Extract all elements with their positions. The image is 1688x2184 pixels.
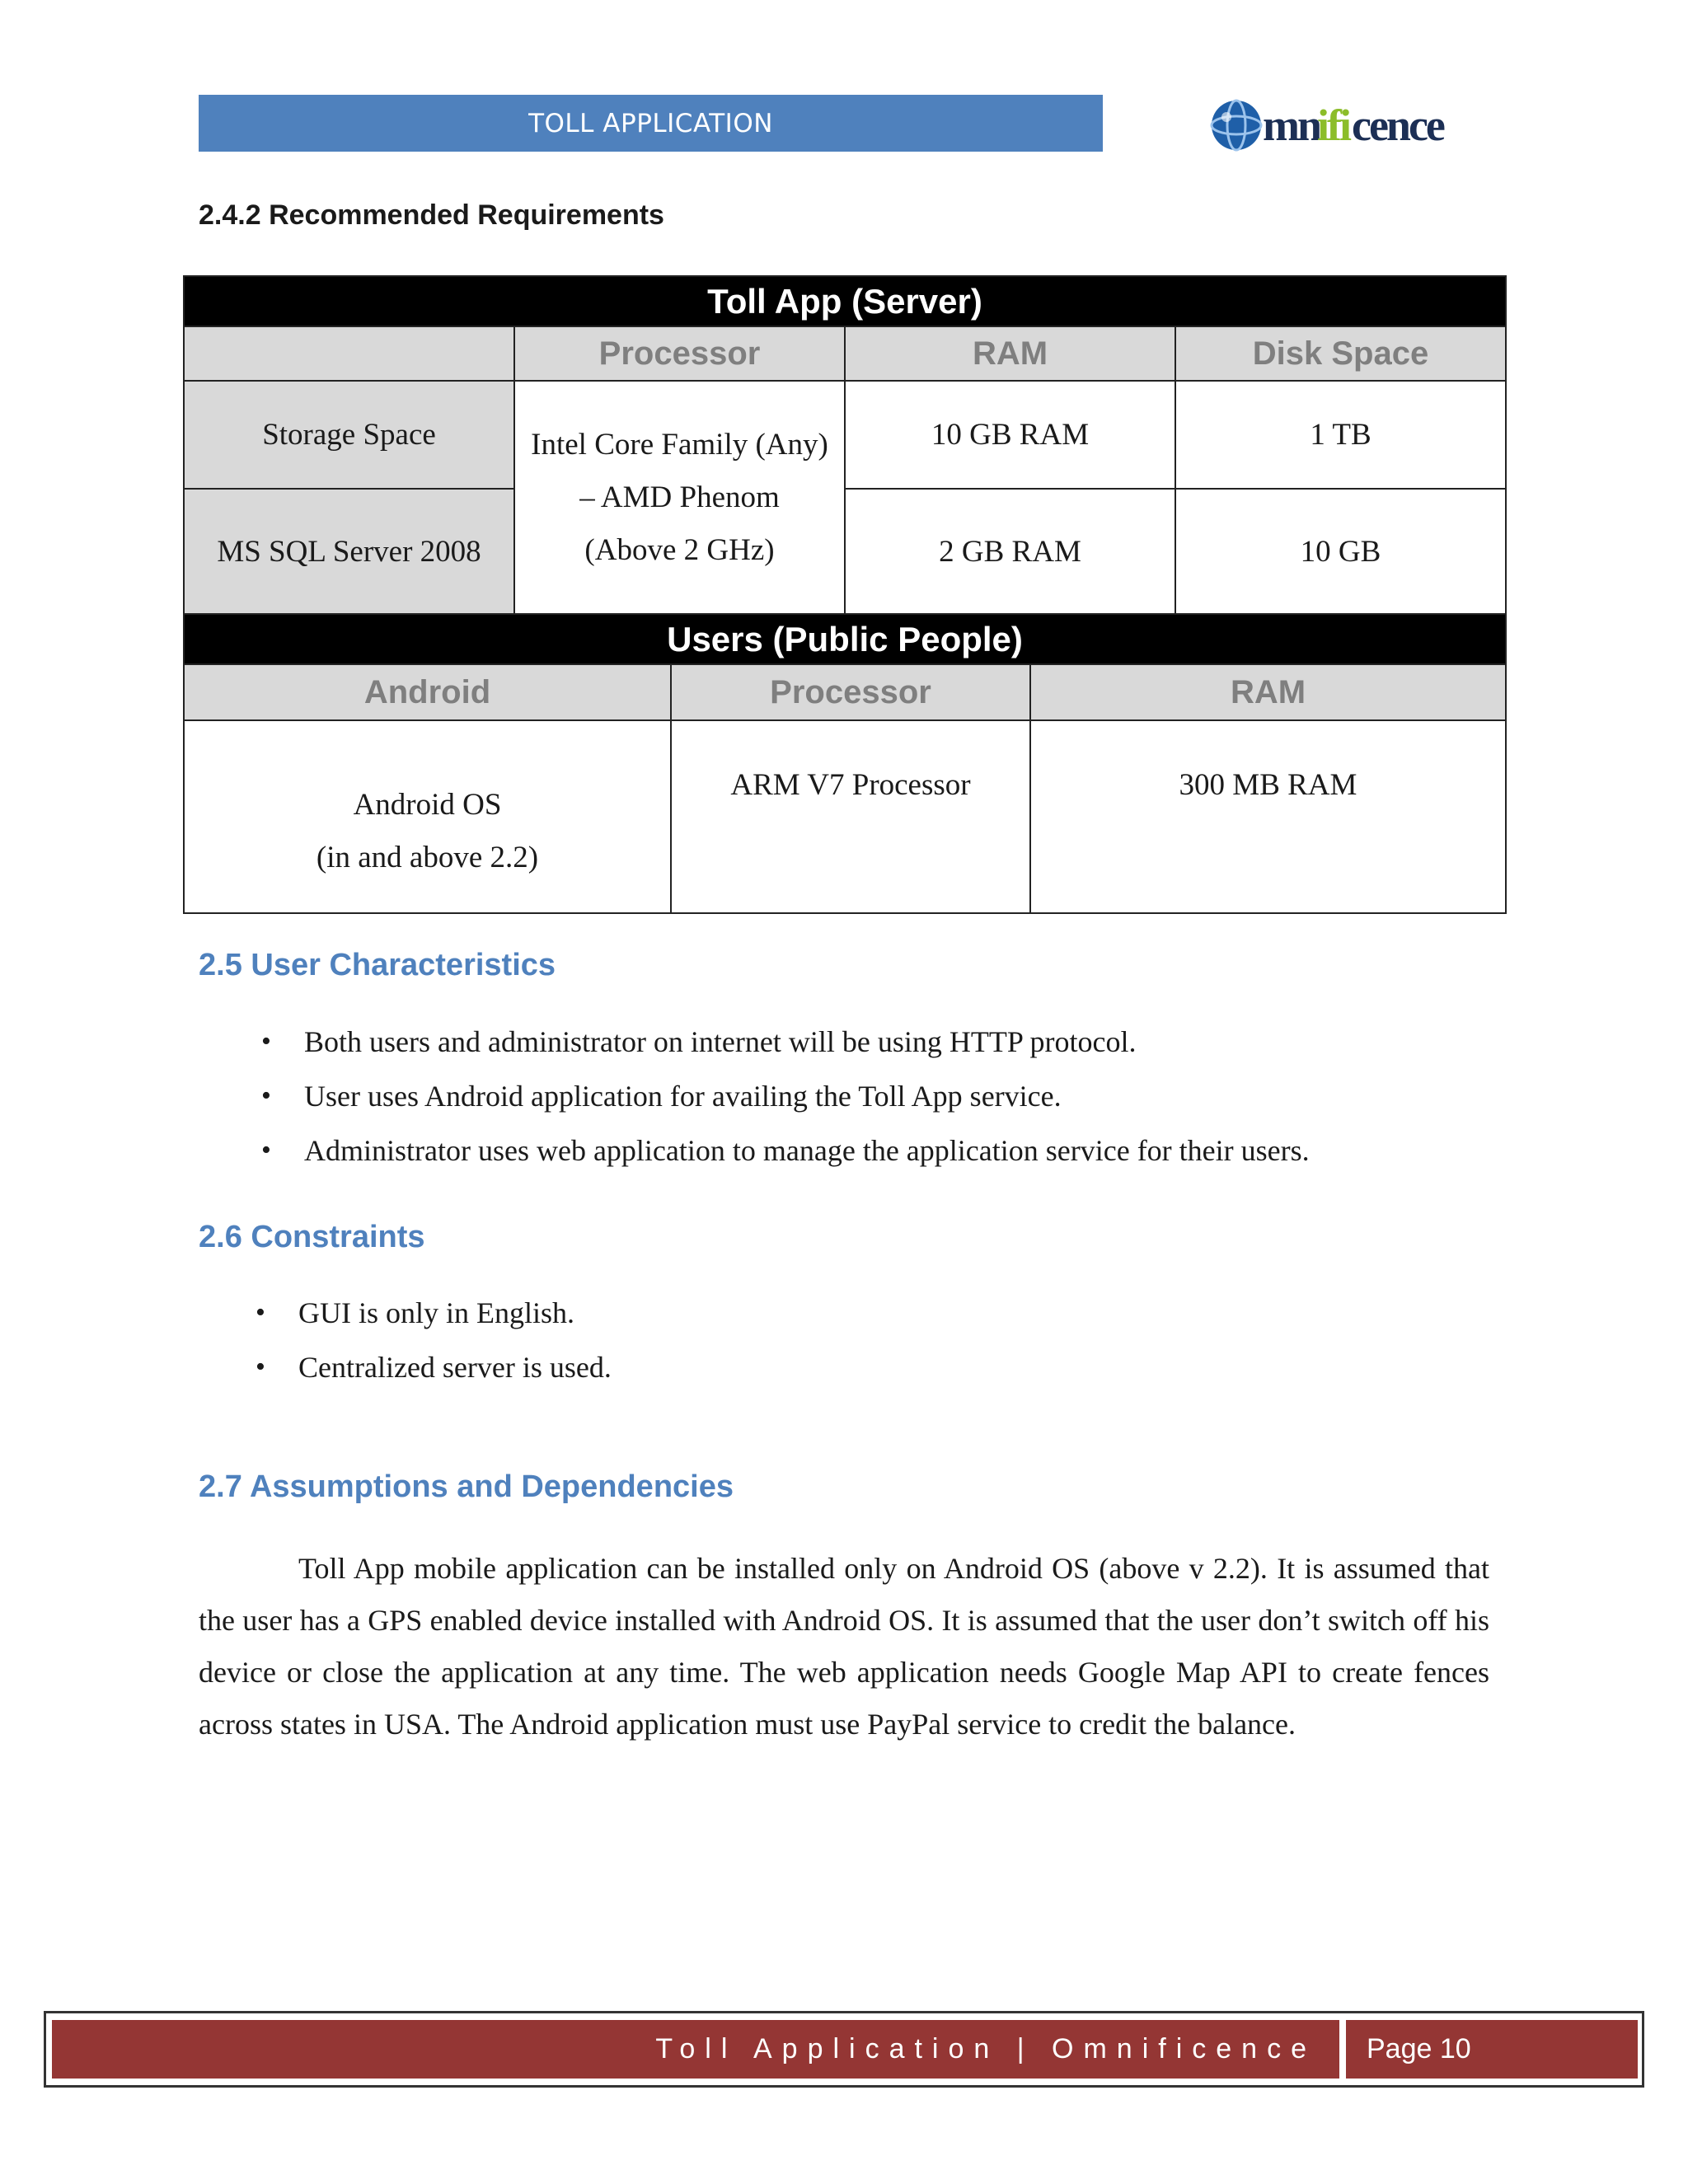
server-row-label: Storage Space bbox=[184, 381, 514, 489]
server-requirements-table bbox=[183, 275, 1507, 665]
server-disk-cell: 1 TB bbox=[1175, 381, 1506, 489]
server-table-banner: Toll App (Server) bbox=[184, 276, 1506, 326]
svg-text:cence: cence bbox=[1352, 101, 1443, 150]
processor-line: Intel Core Family (Any) bbox=[531, 427, 828, 462]
svg-text:mn: mn bbox=[1263, 101, 1320, 150]
section-2-6-title: 2.6 Constraints bbox=[199, 1220, 425, 1254]
users-col-processor: Processor bbox=[671, 664, 1030, 720]
users-col-ram: RAM bbox=[1030, 664, 1506, 720]
list-item: • Administrator uses web application to manage the application service for their users. bbox=[304, 1123, 1310, 1178]
user-characteristics-list bbox=[261, 1015, 1310, 1178]
server-col-ram: RAM bbox=[845, 326, 1175, 381]
list-item: • User uses Android application for availing the Toll App service. bbox=[304, 1069, 1310, 1123]
section-2-7-title: 2.7 Assumptions and Dependencies bbox=[199, 1469, 734, 1504]
server-processor-cell bbox=[514, 381, 845, 614]
android-line: (in and above 2.2) bbox=[316, 841, 539, 874]
list-item: • Both users and administrator on internet will be using HTTP protocol. bbox=[304, 1015, 1310, 1069]
bullet-icon: • bbox=[261, 1080, 271, 1111]
users-processor-cell: ARM V7 Processor bbox=[671, 720, 1030, 913]
list-item: • Centralized server is used. bbox=[298, 1340, 612, 1394]
server-disk-cell: 10 GB bbox=[1175, 489, 1506, 614]
constraints-list bbox=[256, 1286, 612, 1394]
bullet-icon: • bbox=[256, 1297, 265, 1328]
server-col-disk: Disk Space bbox=[1175, 326, 1506, 381]
users-table-banner: Users (Public People) bbox=[184, 614, 1506, 664]
users-col-android: Android bbox=[184, 664, 671, 720]
section-2-5-title: 2.5 User Characteristics bbox=[199, 948, 556, 982]
processor-line: (Above 2 GHz) bbox=[584, 532, 775, 567]
users-ram-cell: 300 MB RAM bbox=[1030, 720, 1506, 913]
bullet-icon: • bbox=[256, 1352, 265, 1382]
server-row-label: MS SQL Server 2008 bbox=[184, 489, 514, 614]
server-col-processor: Processor bbox=[514, 326, 845, 381]
header-title: TOLL APPLICATION bbox=[528, 108, 773, 138]
section-2-4-2-title: 2.4.2 Recommended Requirements bbox=[199, 199, 664, 231]
list-item: • GUI is only in English. bbox=[298, 1286, 612, 1340]
svg-text:ifi: ifi bbox=[1317, 101, 1349, 150]
bullet-icon: • bbox=[261, 1135, 271, 1165]
bullet-icon: • bbox=[261, 1026, 271, 1057]
page-number: Page 10 bbox=[1346, 2020, 1638, 2079]
header-title-bar bbox=[199, 95, 1103, 152]
server-ram-cell: 2 GB RAM bbox=[845, 489, 1175, 614]
assumptions-paragraph: Toll App mobile application can be installed only on Android OS (above v 2.2). It is assumed that the user has a GPS enabled device installed with Android OS. It is assumed that the user don’t switch off his device or close the application at any time. The web application needs Google Map API to create fences across states in USA. The Android application must use PayPal service to credit the balance. bbox=[199, 1552, 1489, 1741]
users-requirements-table bbox=[183, 663, 1507, 914]
server-col-empty bbox=[184, 326, 514, 381]
android-line: Android OS bbox=[353, 788, 502, 822]
footer-title: Toll Application | Omnificence bbox=[52, 2020, 1339, 2079]
globe-icon bbox=[1212, 101, 1261, 150]
users-android-cell bbox=[184, 720, 671, 913]
omnificence-logo bbox=[1205, 92, 1485, 158]
processor-line: – AMD Phenom bbox=[579, 480, 780, 514]
server-ram-cell: 10 GB RAM bbox=[845, 381, 1175, 489]
